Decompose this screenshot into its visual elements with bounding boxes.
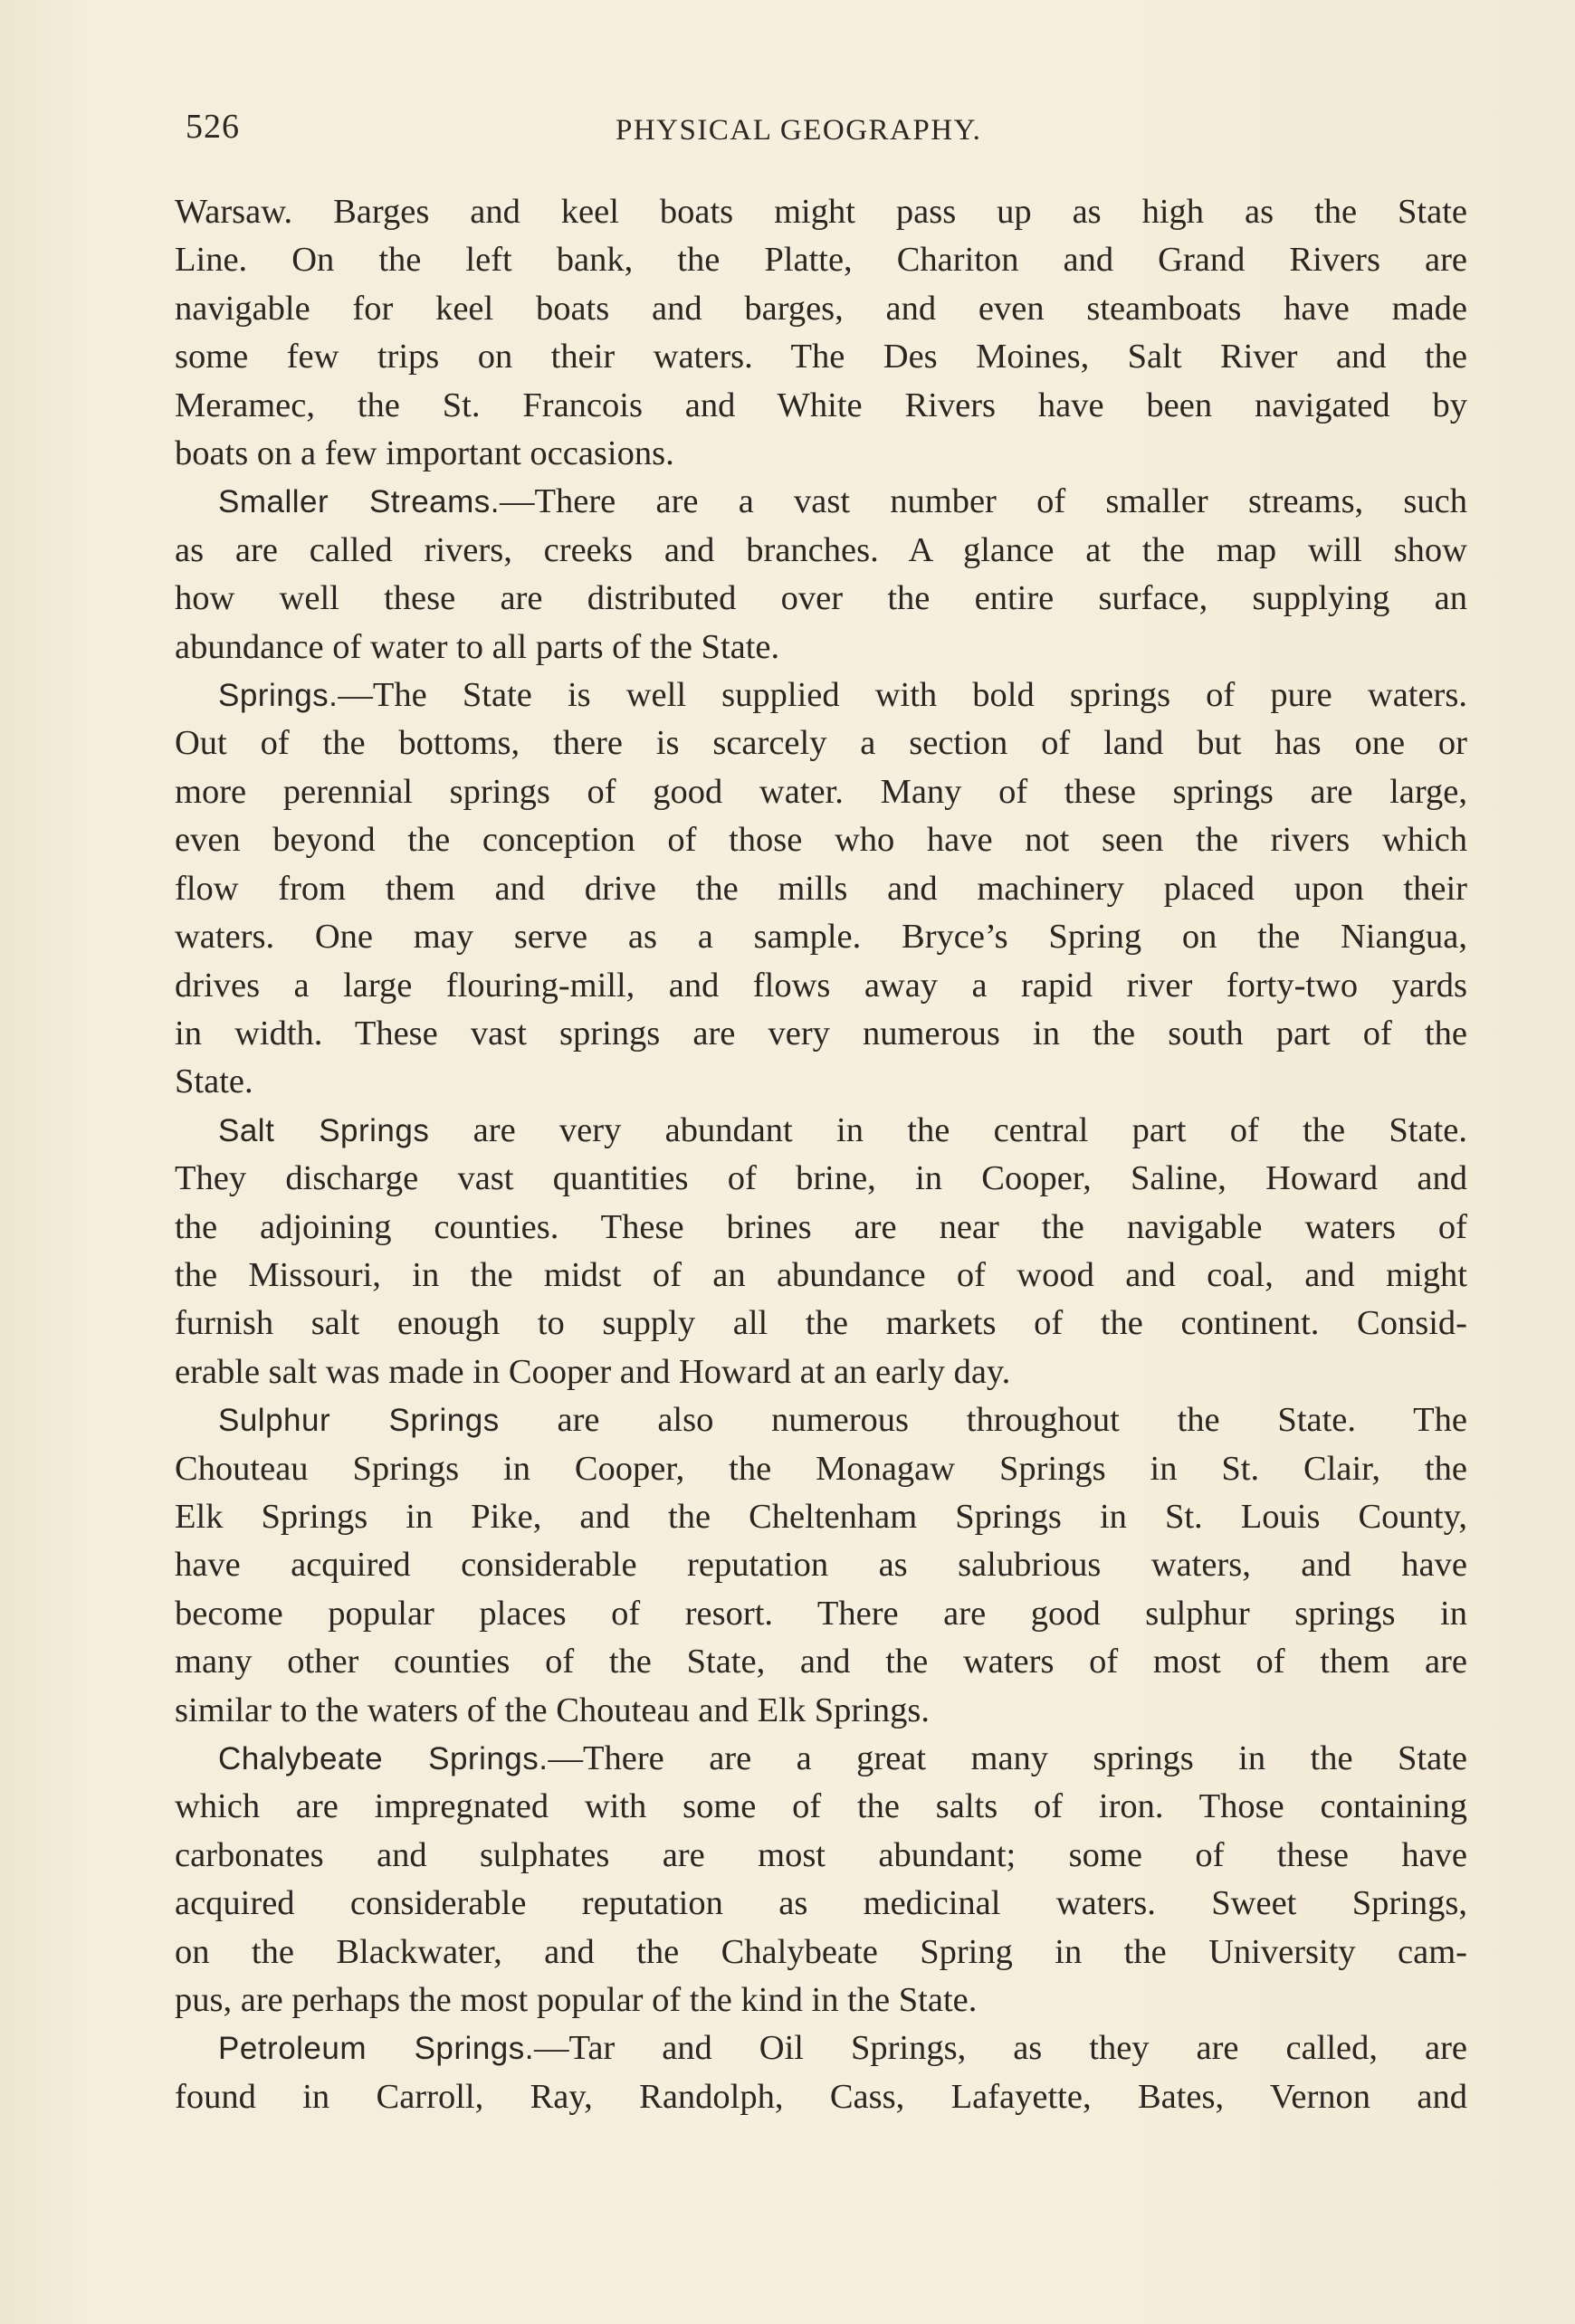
text-line: abundance of water to all parts of the State. — [175, 627, 780, 666]
text-line: boats on a few important occasions. — [175, 434, 674, 473]
text-line: navigable for keel boats and barges, and even steamboats have made — [175, 289, 1467, 328]
text-line: waters. One may serve as a sample. Bryce’s Spring on the Niangua, — [175, 918, 1467, 957]
text-run: are very abundant in the central part of the State. — [429, 1110, 1467, 1149]
page-header — [186, 107, 1462, 161]
paragraph-springs — [175, 671, 1467, 1107]
text-line: flow from them and drive the mills and machinery placed upon their — [175, 869, 1467, 908]
page-number: 526 — [186, 108, 240, 146]
text-line — [175, 2024, 1467, 2072]
paragraph-continuation — [175, 188, 1467, 478]
text-line: acquired considerable reputation as medicinal waters. Sweet Springs, — [175, 1884, 1467, 1923]
text-line: even beyond the conception of those who have not seen the rivers which — [175, 821, 1467, 860]
text-line: Out of the bottoms, there is scarcely a section of land but has one or — [175, 724, 1467, 763]
text-line: some few trips on their waters. The Des Moines, Salt River and the — [175, 338, 1467, 376]
paragraph-smaller-streams — [175, 478, 1467, 671]
text-line: more perennial springs of good water. Many of these springs are large, — [175, 772, 1467, 811]
text-line: Chouteau Springs in Cooper, the Monagaw Springs in St. Clair, the — [175, 1449, 1467, 1488]
text-run: —The State is well supplied with bold springs of pure waters. — [338, 676, 1467, 715]
running-head: PHYSICAL GEOGRAPHY. — [616, 114, 982, 147]
text-line: State. — [175, 1062, 253, 1101]
text-line: many other counties of the State, and the waters of most of them are — [175, 1643, 1467, 1681]
text-run: —There are a vast number of smaller streams, such — [500, 482, 1467, 521]
text-line — [175, 671, 1467, 719]
text-line: Elk Springs in Pike, and the Cheltenham Springs in St. Louis County, — [175, 1497, 1467, 1536]
text-line — [175, 1396, 1467, 1444]
paragraph-petroleum-springs — [175, 2024, 1467, 2121]
section-heading: Chalybeate Springs. — [218, 1741, 549, 1776]
paragraph-chalybeate-springs — [175, 1735, 1467, 2024]
text-line: erable salt was made in Cooper and Howard at an early day. — [175, 1352, 1011, 1391]
text-line: on the Blackwater, and the Chalybeate Spring in the University cam- — [175, 1932, 1467, 1971]
text-line: carbonates and sulphates are most abundant; some of these have — [175, 1835, 1467, 1874]
text-run: —Tar and Oil Springs, as they are called, are — [534, 2029, 1467, 2068]
text-line: similar to the waters of the Chouteau and Elk Springs. — [175, 1691, 931, 1729]
text-line: have acquired considerable reputation as salubrious waters, and have — [175, 1546, 1467, 1585]
text-run: —There are a great many springs in the State — [548, 1739, 1467, 1777]
section-heading: Petroleum Springs. — [218, 2031, 534, 2067]
text-line: found in Carroll, Ray, Randolph, Cass, Lafayette, Bates, Vernon and — [175, 2077, 1467, 2116]
text-line: Warsaw. Barges and keel boats might pass up as high as the State — [175, 193, 1467, 231]
text-line: furnish salt enough to supply all the markets of the continent. Consid- — [175, 1304, 1467, 1343]
section-heading: Salt Springs — [218, 1112, 430, 1148]
paragraph-salt-springs — [175, 1107, 1467, 1396]
text-line: pus, are perhaps the most popular of the kind in the State. — [175, 1981, 978, 2020]
text-line — [175, 1107, 1467, 1155]
section-heading: Smaller Streams. — [218, 484, 500, 520]
text-line: They discharge vast quantities of brine, in Cooper, Saline, Howard and — [175, 1159, 1467, 1198]
text-line: drives a large flouring-mill, and flows away a rapid river forty-two yards — [175, 966, 1467, 1005]
text-line: how well these are distributed over the entire surface, supplying an — [175, 579, 1467, 618]
text-line: the adjoining counties. These brines are near the navigable waters of — [175, 1207, 1467, 1246]
section-heading: Springs. — [218, 678, 339, 714]
paragraph-sulphur-springs — [175, 1396, 1467, 1735]
body-text — [175, 188, 1467, 2121]
text-line: become popular places of resort. There are good sulphur springs in — [175, 1594, 1467, 1633]
text-line — [175, 1735, 1467, 1783]
text-line: which are impregnated with some of the salts of iron. Those containing — [175, 1787, 1467, 1826]
text-line: Meramec, the St. Francois and White Rivers have been navigated by — [175, 386, 1467, 424]
text-line: the Missouri, in the midst of an abundance of wood and coal, and might — [175, 1255, 1467, 1294]
text-line: in width. These vast springs are very numerous in the south part of the — [175, 1014, 1467, 1052]
text-line: Line. On the left bank, the Platte, Chariton and Grand Rivers are — [175, 241, 1467, 280]
text-line — [175, 478, 1467, 526]
section-heading: Sulphur Springs — [218, 1403, 500, 1439]
text-line: as are called rivers, creeks and branches. A glance at the map will show — [175, 530, 1467, 569]
text-run: are also numerous throughout the State. The — [499, 1401, 1467, 1440]
